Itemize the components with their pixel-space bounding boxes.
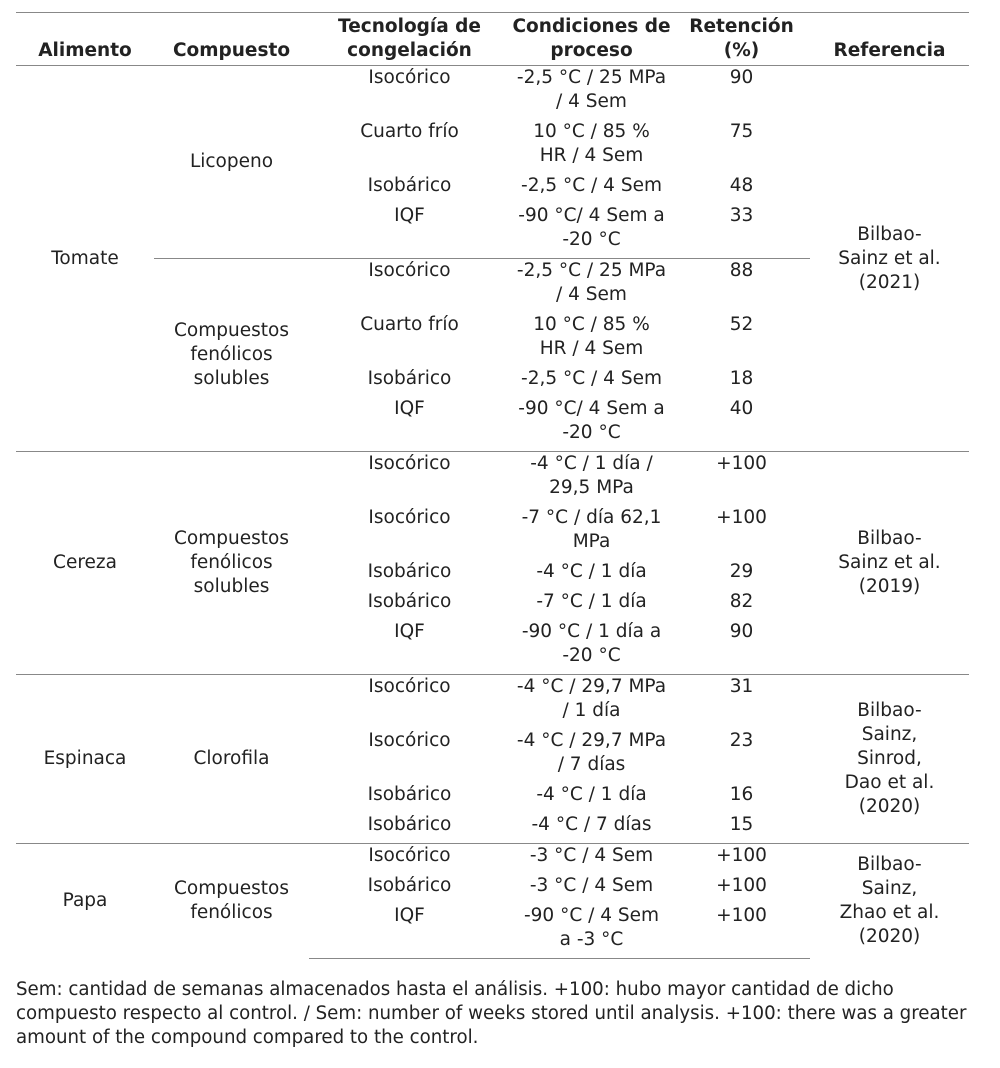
- condiciones-cell: -4 °C / 1 día: [536, 784, 647, 805]
- referencia-cell: Bilbao- Sainz, Sinrod, Dao et al. (2020): [810, 675, 969, 844]
- retencion-cell: +100: [673, 452, 810, 507]
- retencion-cell: 31: [673, 675, 810, 730]
- tecnologia-cell: IQF: [394, 398, 425, 419]
- compuesto-cell: Compuestos fenólicos solubles: [154, 259, 309, 452]
- condiciones-cell: -7 °C / día 62,1 MPa: [521, 507, 662, 552]
- condiciones-cell: -90 °C/ 4 Sem a -20 °C: [518, 205, 665, 250]
- condiciones-cell: -3 °C / 4 Sem: [529, 875, 654, 896]
- tecnologia-cell: Isobárico: [367, 368, 452, 389]
- condiciones-cell: -90 °C / 4 Sem a -3 °C: [510, 904, 673, 959]
- tecnologia-cell: Isobárico: [367, 561, 452, 582]
- table-row: [16, 452, 969, 507]
- retencion-cell: 90: [673, 66, 810, 121]
- alimento-cell: Papa: [16, 844, 154, 959]
- referencia-cell: Bilbao- Sainz, Zhao et al. (2020): [810, 844, 969, 959]
- retencion-cell: 16: [729, 784, 754, 805]
- tecnologia-cell: Isobárico: [367, 591, 452, 612]
- header-condiciones: Condiciones de proceso: [510, 13, 673, 66]
- retencion-cell: +100: [716, 507, 767, 528]
- tecnologia-cell: Isocórico: [368, 730, 451, 751]
- condiciones-cell: -7 °C / 1 día: [536, 591, 647, 612]
- header-referencia: Referencia: [810, 13, 969, 66]
- header-compuesto: Compuesto: [154, 13, 309, 66]
- retencion-cell: 52: [729, 314, 754, 335]
- retencion-cell: 82: [729, 591, 754, 612]
- tecnologia-cell: Isocórico: [368, 507, 451, 528]
- condiciones-cell: -4 °C / 29,7 MPa / 7 días: [516, 730, 667, 775]
- retencion-cell: 18: [729, 368, 754, 389]
- header-tecnologia: Tecnología de congelación: [309, 13, 510, 66]
- condiciones-cell: -2,5 °C / 25 MPa / 4 Sem: [510, 259, 673, 314]
- alimento-cell: Cereza: [16, 452, 154, 675]
- tecnologia-cell: Isocórico: [309, 844, 510, 875]
- retencion-cell: 33: [729, 205, 754, 226]
- compuesto-cell: Clorofila: [154, 675, 309, 844]
- condiciones-cell: -4 °C / 1 día / 29,5 MPa: [510, 452, 673, 507]
- condiciones-cell: -3 °C / 4 Sem: [510, 844, 673, 875]
- retencion-cell: 15: [729, 814, 754, 835]
- condiciones-cell: -90 °C/ 4 Sem a -20 °C: [518, 398, 665, 443]
- tecnologia-cell: Cuarto frío: [360, 314, 459, 335]
- compuesto-cell: Compuestos fenólicos: [154, 844, 309, 959]
- condiciones-cell: -2,5 °C / 4 Sem: [521, 368, 662, 389]
- retencion-cell: 29: [729, 561, 754, 582]
- retention-table: [16, 12, 969, 959]
- retencion-cell: 48: [729, 175, 754, 196]
- header-alimento: Alimento: [16, 13, 154, 66]
- tecnologia-cell: Isocórico: [309, 259, 510, 314]
- tecnologia-cell: Isobárico: [367, 814, 452, 835]
- retencion-cell: 23: [729, 730, 754, 751]
- condiciones-cell: 10 °C / 85 % HR / 4 Sem: [533, 314, 650, 359]
- alimento-cell: Espinaca: [16, 675, 154, 844]
- retencion-cell: 75: [729, 121, 754, 142]
- tecnologia-cell: IQF: [309, 904, 510, 959]
- condiciones-cell: -2,5 °C / 4 Sem: [521, 175, 662, 196]
- table-footnote: Sem: cantidad de semanas almacenados hasta el análisis. +100: hubo mayor cantidad de dicho compuesto respecto al control. / Sem: number of weeks stored until analysis. +100: there was a greater amount of the compound compared to the control.: [16, 979, 967, 1048]
- retencion-cell: 40: [729, 398, 754, 419]
- tecnologia-cell: Isocórico: [309, 452, 510, 507]
- referencia-cell: Bilbao- Sainz et al. (2021): [810, 66, 969, 452]
- tecnologia-cell: Isobárico: [367, 175, 452, 196]
- tecnologia-cell: Isobárico: [367, 784, 452, 805]
- tecnologia-cell: Isocórico: [309, 66, 510, 121]
- retencion-cell: 90: [729, 621, 754, 642]
- compuesto-cell: Compuestos fenólicos solubles: [154, 452, 309, 675]
- condiciones-cell: -4 °C / 29,7 MPa / 1 día: [510, 675, 673, 730]
- condiciones-cell: 10 °C / 85 % HR / 4 Sem: [533, 121, 650, 166]
- tecnologia-cell: Cuarto frío: [360, 121, 459, 142]
- tecnologia-cell: Isocórico: [309, 675, 510, 730]
- table-row: [16, 675, 969, 730]
- retencion-cell: 88: [673, 259, 810, 314]
- header-retencion: Retención (%): [673, 13, 810, 66]
- retencion-cell: +100: [673, 904, 810, 959]
- document-page: [16, 12, 969, 1068]
- alimento-cell: Tomate: [16, 66, 154, 452]
- tecnologia-cell: IQF: [394, 205, 425, 226]
- retencion-cell: +100: [673, 844, 810, 875]
- tecnologia-cell: IQF: [394, 621, 425, 642]
- condiciones-cell: -4 °C / 7 días: [531, 814, 652, 835]
- table-row: [16, 844, 969, 875]
- condiciones-cell: -4 °C / 1 día: [536, 561, 647, 582]
- table-header: [16, 13, 969, 66]
- tecnologia-cell: Isobárico: [367, 875, 452, 896]
- condiciones-cell: -2,5 °C / 25 MPa / 4 Sem: [510, 66, 673, 121]
- referencia-cell: Bilbao- Sainz et al. (2019): [810, 452, 969, 675]
- table-body: [16, 66, 969, 959]
- retencion-cell: +100: [716, 875, 767, 896]
- table-row: [16, 66, 969, 121]
- compuesto-cell: Licopeno: [154, 66, 309, 259]
- condiciones-cell: -90 °C / 1 día a -20 °C: [521, 621, 662, 666]
